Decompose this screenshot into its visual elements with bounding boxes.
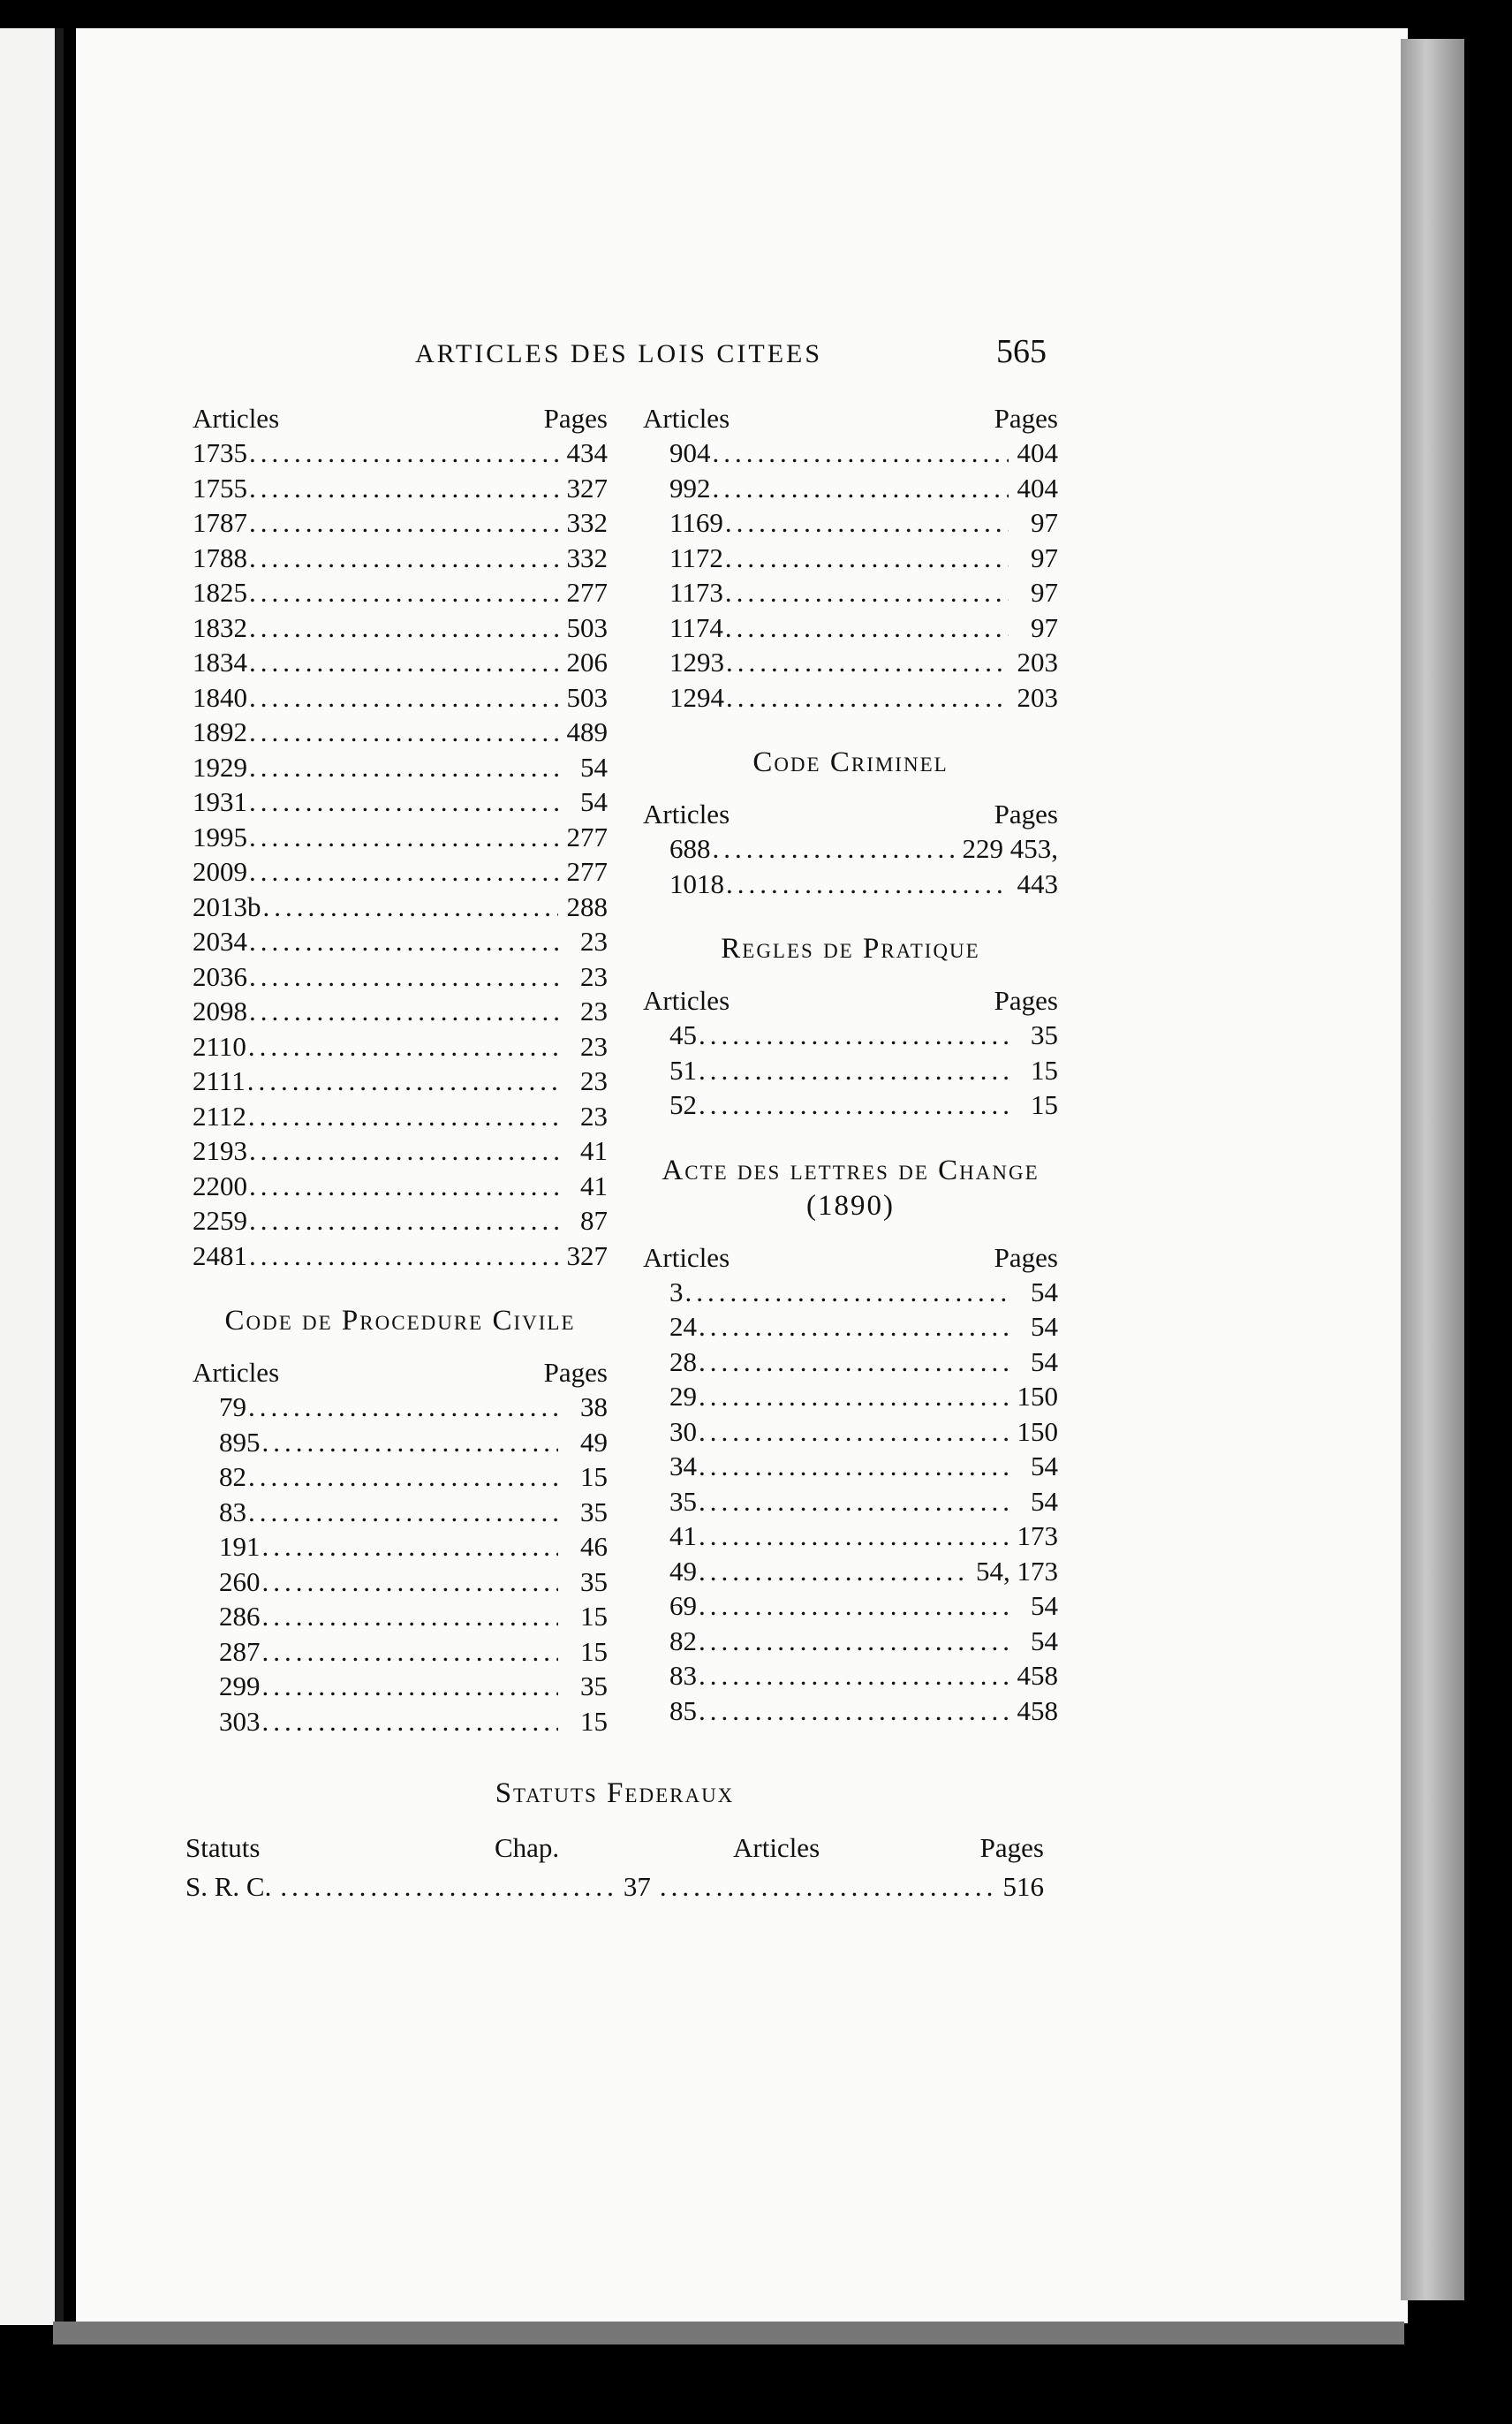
article-number: 1755: [193, 472, 247, 504]
page-reference: 458: [1017, 1660, 1058, 1691]
index-entry: [193, 505, 608, 541]
articles-heading: Articles: [193, 403, 280, 434]
page-reference: 54: [1031, 1276, 1058, 1307]
article-number: 1293: [669, 647, 724, 678]
column-header: [643, 984, 1058, 1018]
article-number: 35: [669, 1485, 697, 1517]
leader-dots: [249, 959, 558, 995]
index-entry: [643, 1087, 1058, 1123]
article-number: 303: [219, 1705, 261, 1737]
page-reference: 15: [1031, 1054, 1058, 1086]
index-entry: [643, 1379, 1058, 1414]
leader-dots: [249, 610, 558, 646]
article-number: 1995: [193, 821, 247, 852]
index-entry: [193, 784, 608, 820]
article-number: 1788: [193, 542, 247, 573]
article-number: 2036: [193, 960, 247, 992]
page-reference: 15: [1031, 1089, 1058, 1120]
leader-dots: [699, 1053, 1009, 1088]
index-entry: [193, 890, 608, 925]
index-entry: [643, 505, 1058, 541]
article-number: 895: [219, 1426, 261, 1458]
leader-dots: [699, 1087, 1009, 1123]
previous-page-edge: [0, 28, 64, 2325]
page-reference: 404: [1017, 472, 1058, 504]
page-reference: 203: [1017, 647, 1058, 678]
leader-dots: [249, 1239, 558, 1274]
column-header: [643, 402, 1058, 436]
article-number: 260: [219, 1565, 261, 1597]
article-number: 1929: [193, 751, 247, 783]
index-entry: [193, 645, 608, 680]
civil-code-list-continued: [643, 436, 1058, 715]
article-number: 1174: [669, 611, 723, 643]
page-reference: 97: [1031, 507, 1058, 538]
pages-heading: Pages: [994, 403, 1058, 434]
index-entry: [193, 1704, 608, 1739]
pages-heading: Pages: [543, 403, 608, 434]
left-column: [193, 402, 608, 1738]
article-number: 2013b: [193, 890, 261, 922]
index-entry: [193, 820, 608, 855]
index-entry: [193, 750, 608, 785]
index-entry: [193, 610, 608, 646]
section-subtitle-change: (1890): [806, 1189, 895, 1222]
leader-dots: [248, 1495, 558, 1530]
articles-heading: Articles: [643, 403, 730, 434]
leader-dots: [726, 645, 1009, 680]
page-reference: 41: [580, 1135, 608, 1166]
leader-dots: [725, 575, 1009, 610]
article-number: 34: [669, 1451, 697, 1481]
civil-code-list: [193, 436, 608, 1273]
page-reference: 23: [580, 996, 608, 1026]
federal-statutes: [185, 1776, 1044, 1906]
leader-dots: [249, 541, 558, 576]
index-entry: [193, 1669, 608, 1704]
leader-dots: [699, 1414, 1009, 1450]
column-header: [643, 798, 1058, 831]
index-entry: [193, 924, 608, 959]
leader-dots: [249, 715, 558, 750]
index-entry: [643, 1449, 1058, 1484]
index-entry: [643, 867, 1058, 902]
article-number: 1172: [669, 542, 723, 573]
article-number: 2098: [193, 996, 247, 1026]
index-entry: [193, 471, 608, 506]
article-number: 2200: [193, 1170, 247, 1201]
leader-dots: [247, 1064, 558, 1099]
article-number: 2110: [193, 1030, 246, 1062]
page-reference: 489: [566, 716, 608, 747]
article-number: 79: [219, 1391, 246, 1422]
article-number: 688: [669, 833, 711, 864]
page-reference: 23: [580, 1030, 608, 1062]
index-entry: [193, 1029, 608, 1064]
chapter-number: 37: [623, 1871, 651, 1902]
article-number: 30: [669, 1415, 697, 1447]
leader-dots: [725, 610, 1009, 646]
leader-dots: [262, 1529, 559, 1564]
article-number: 1931: [193, 786, 247, 817]
leader-dots: [262, 1425, 559, 1460]
index-entry: [193, 575, 608, 610]
page-reference: 277: [566, 856, 608, 887]
pratique-list: [643, 1018, 1058, 1123]
page-reference: 277: [566, 821, 608, 852]
leader-dots: [249, 854, 558, 890]
leader-dots: [262, 1669, 559, 1704]
leader-dots: [248, 1390, 558, 1425]
article-number: 2193: [193, 1135, 247, 1166]
index-entry: [193, 541, 608, 576]
leader-dots: [248, 1459, 558, 1495]
index-entry: [643, 1484, 1058, 1519]
leader-dots: [699, 1309, 1009, 1345]
page-reference: 54: [580, 786, 608, 817]
index-entry: [643, 575, 1058, 610]
page-reference: 49: [580, 1426, 608, 1458]
page-reference: 23: [580, 1100, 608, 1132]
leader-dots: [249, 645, 558, 680]
article-number: 49: [669, 1555, 697, 1587]
index-entry: [643, 1519, 1058, 1554]
article-number: 287: [219, 1635, 261, 1667]
page-reference: 35: [580, 1670, 608, 1701]
page-reference: 203: [1017, 681, 1058, 713]
article-number: 41: [669, 1520, 697, 1551]
index-entry: [643, 1414, 1058, 1450]
index-entry: [643, 1588, 1058, 1624]
leader-dots: [249, 784, 558, 820]
page-reference: 503: [566, 681, 608, 713]
articles-heading: Articles: [193, 1357, 280, 1388]
leader-dots: [280, 1867, 615, 1906]
page-reference: 332: [566, 542, 608, 573]
leader-dots: [248, 1029, 558, 1064]
page-reference: 458: [1017, 1694, 1058, 1726]
page-reference: 54: [1031, 1625, 1058, 1656]
page-reference: 15: [580, 1705, 608, 1737]
page-reference: 38: [580, 1391, 608, 1422]
pages-heading: Pages: [994, 985, 1058, 1016]
page-reference: 332: [566, 507, 608, 538]
index-entry: [643, 831, 1058, 867]
article-number: 85: [669, 1694, 697, 1726]
page-reference: 173: [1017, 1520, 1058, 1551]
page-reference: 41: [580, 1170, 608, 1201]
page-reference: 206: [566, 647, 608, 678]
leader-dots: [660, 1867, 994, 1906]
page-stack-edge: [1401, 39, 1464, 2300]
index-entry: [193, 1634, 608, 1670]
index-entry: [193, 1564, 608, 1600]
index-entry: [643, 645, 1058, 680]
leader-dots: [249, 505, 558, 541]
chap-heading: Chap.: [495, 1832, 560, 1863]
leader-dots: [699, 1449, 1009, 1484]
page-reference: 87: [580, 1205, 608, 1236]
index-entry: [643, 1624, 1058, 1659]
section-title-federaux: Statuts Federaux: [495, 1777, 735, 1809]
articles-heading: Articles: [643, 985, 730, 1016]
leader-dots: [262, 1564, 559, 1600]
article-number: 1832: [193, 611, 247, 643]
index-entry: [643, 1693, 1058, 1729]
page-reference: 404: [1017, 437, 1058, 468]
article-number: 1169: [669, 507, 723, 538]
article-number: 52: [669, 1089, 697, 1120]
page-reference: 97: [1031, 577, 1058, 608]
federal-page: 516: [1002, 1871, 1044, 1902]
leader-dots: [249, 820, 558, 855]
leader-dots: [249, 436, 558, 471]
section-title-pratique: Regles de Pratique: [721, 933, 980, 965]
index-entry: [193, 436, 608, 471]
leader-dots: [262, 1704, 559, 1739]
index-entry: [643, 610, 1058, 646]
index-entry: [643, 471, 1058, 506]
page-reference: 54: [1031, 1345, 1058, 1377]
page-reference: 97: [1031, 611, 1058, 643]
page-reference: 54: [1031, 1311, 1058, 1342]
index-entry: [193, 1599, 608, 1634]
column-header: [193, 402, 608, 436]
article-number: 82: [669, 1625, 697, 1656]
article-number: 82: [219, 1461, 246, 1492]
statuts-heading: Statuts: [185, 1832, 261, 1863]
pages-heading: Pages: [994, 799, 1058, 829]
index-entry: [193, 1169, 608, 1204]
statut-name: S. R. C.: [185, 1871, 272, 1902]
federal-header: [185, 1829, 1044, 1867]
leader-dots: [699, 1624, 1009, 1659]
article-number: 2111: [193, 1065, 246, 1096]
article-number: 1173: [669, 577, 723, 608]
article-number: 1294: [669, 681, 724, 713]
federal-row: [185, 1867, 1044, 1906]
leader-dots: [699, 1588, 1009, 1624]
leader-dots: [249, 750, 558, 785]
page-reference: 54, 173: [976, 1555, 1058, 1587]
leader-dots: [699, 1658, 1009, 1693]
column-header: [643, 1241, 1058, 1275]
section-title-procedure: Code de Procedure Civile: [224, 1305, 576, 1337]
article-number: 1892: [193, 716, 247, 747]
pages-heading: Pages: [543, 1357, 608, 1388]
index-entry: [193, 1239, 608, 1274]
index-entry: [193, 1203, 608, 1239]
leader-dots: [263, 890, 559, 925]
leader-dots: [699, 1554, 969, 1589]
page-reference: 434: [566, 437, 608, 468]
leader-dots: [248, 1099, 558, 1134]
procedure-list: [193, 1390, 608, 1738]
article-number: 299: [219, 1670, 261, 1701]
index-entry: [193, 680, 608, 716]
article-number: 2481: [193, 1239, 247, 1271]
index-entry: [643, 1309, 1058, 1345]
article-number: 1018: [669, 867, 724, 899]
article-number: 286: [219, 1601, 261, 1632]
page-reference: 277: [566, 577, 608, 608]
page-reference: 54: [1031, 1485, 1058, 1517]
page-reference: 150: [1017, 1381, 1058, 1412]
article-number: 1825: [193, 577, 247, 608]
page-reference: 54: [1031, 1590, 1058, 1621]
page-reference: 15: [580, 1635, 608, 1667]
page-reference: 327: [566, 1239, 608, 1271]
page-reference: 54: [580, 751, 608, 783]
index-entry: [193, 959, 608, 995]
leader-dots: [725, 541, 1009, 576]
article-number: 2112: [193, 1100, 246, 1132]
federal-articles-heading: Articles: [733, 1832, 820, 1863]
page-reference: 97: [1031, 542, 1058, 573]
page-reference: 23: [580, 926, 608, 957]
leader-dots: [249, 1169, 558, 1204]
index-entry: [193, 1133, 608, 1169]
leader-dots: [699, 1379, 1009, 1414]
index-entry: [643, 1018, 1058, 1053]
index-entry: [193, 1459, 608, 1495]
leader-dots: [685, 1275, 1009, 1310]
page-number: 565: [996, 333, 1047, 370]
index-entry: [643, 541, 1058, 576]
index-entry: [193, 1529, 608, 1564]
page-reference: 35: [1031, 1019, 1058, 1050]
page-reference: 35: [580, 1565, 608, 1597]
leader-dots: [713, 471, 1009, 506]
section-title-change: Acte des lettres de Change: [662, 1154, 1040, 1186]
index-entry: [193, 854, 608, 890]
leader-dots: [699, 1018, 1009, 1053]
leader-dots: [262, 1599, 559, 1634]
leader-dots: [249, 1203, 558, 1239]
page-bottom-edge: [53, 2322, 1404, 2344]
pages-heading: Pages: [994, 1241, 1058, 1273]
page-reference: 229 453,: [962, 833, 1058, 864]
page-reference: 15: [580, 1461, 608, 1492]
article-number: 2009: [193, 856, 247, 887]
article-number: 1834: [193, 647, 247, 678]
index-entry: [643, 436, 1058, 471]
article-number: 1735: [193, 437, 247, 468]
leader-dots: [713, 831, 956, 867]
section-title-criminel: Code Criminel: [752, 746, 949, 778]
article-number: 1787: [193, 507, 247, 538]
index-entry: [193, 994, 608, 1029]
index-entry: [643, 1053, 1058, 1088]
page-reference: 35: [580, 1496, 608, 1527]
article-number: 29: [669, 1381, 697, 1412]
article-number: 992: [669, 472, 711, 504]
index-entry: [193, 1064, 608, 1099]
article-number: 904: [669, 437, 711, 468]
article-number: 191: [219, 1531, 261, 1562]
index-entry: [643, 1275, 1058, 1310]
leader-dots: [725, 505, 1009, 541]
page-reference: 46: [580, 1531, 608, 1562]
page-reference: 23: [580, 960, 608, 992]
page-reference: 150: [1017, 1415, 1058, 1447]
index-entry: [193, 1390, 608, 1425]
leader-dots: [249, 471, 558, 506]
leader-dots: [726, 680, 1009, 716]
leader-dots: [249, 680, 558, 716]
page-reference: 54: [1031, 1451, 1058, 1481]
article-number: 51: [669, 1054, 697, 1086]
index-entry: [643, 1554, 1058, 1589]
page-reference: 15: [580, 1601, 608, 1632]
index-entry: [643, 680, 1058, 716]
page-reference: 443: [1017, 867, 1058, 899]
change-list: [643, 1275, 1058, 1729]
article-number: 83: [219, 1496, 246, 1527]
articles-heading: Articles: [643, 799, 730, 829]
running-head: ARTICLES DES LOIS CITEES: [415, 339, 823, 368]
leader-dots: [262, 1634, 559, 1670]
leader-dots: [726, 867, 1009, 902]
federal-pages-heading: Pages: [979, 1832, 1044, 1863]
article-number: 1840: [193, 681, 247, 713]
page-reference: 503: [566, 611, 608, 643]
article-number: 3: [669, 1276, 684, 1307]
right-column: [643, 402, 1058, 1728]
leader-dots: [249, 1133, 558, 1169]
index-entry: [193, 715, 608, 750]
leader-dots: [713, 436, 1009, 471]
index-entry: [193, 1425, 608, 1460]
criminel-list: [643, 831, 1058, 901]
article-number: 69: [669, 1590, 697, 1621]
index-entry: [193, 1099, 608, 1134]
leader-dots: [699, 1484, 1009, 1519]
page-reference: 288: [566, 890, 608, 922]
article-number: 83: [669, 1660, 697, 1691]
column-header: [193, 1356, 608, 1390]
leader-dots: [249, 994, 558, 1029]
article-number: 24: [669, 1311, 697, 1342]
article-number: 45: [669, 1019, 697, 1050]
article-number: 2259: [193, 1205, 247, 1236]
index-entry: [643, 1345, 1058, 1380]
index-entry: [193, 1495, 608, 1530]
articles-heading: Articles: [643, 1241, 730, 1273]
article-number: 2034: [193, 926, 247, 957]
article-number: 28: [669, 1345, 697, 1377]
leader-dots: [249, 924, 558, 959]
leader-dots: [249, 575, 558, 610]
page-reference: 23: [580, 1065, 608, 1096]
index-entry: [643, 1658, 1058, 1693]
leader-dots: [699, 1693, 1009, 1729]
leader-dots: [699, 1519, 1009, 1554]
page-reference: 327: [566, 472, 608, 504]
leader-dots: [699, 1345, 1009, 1380]
